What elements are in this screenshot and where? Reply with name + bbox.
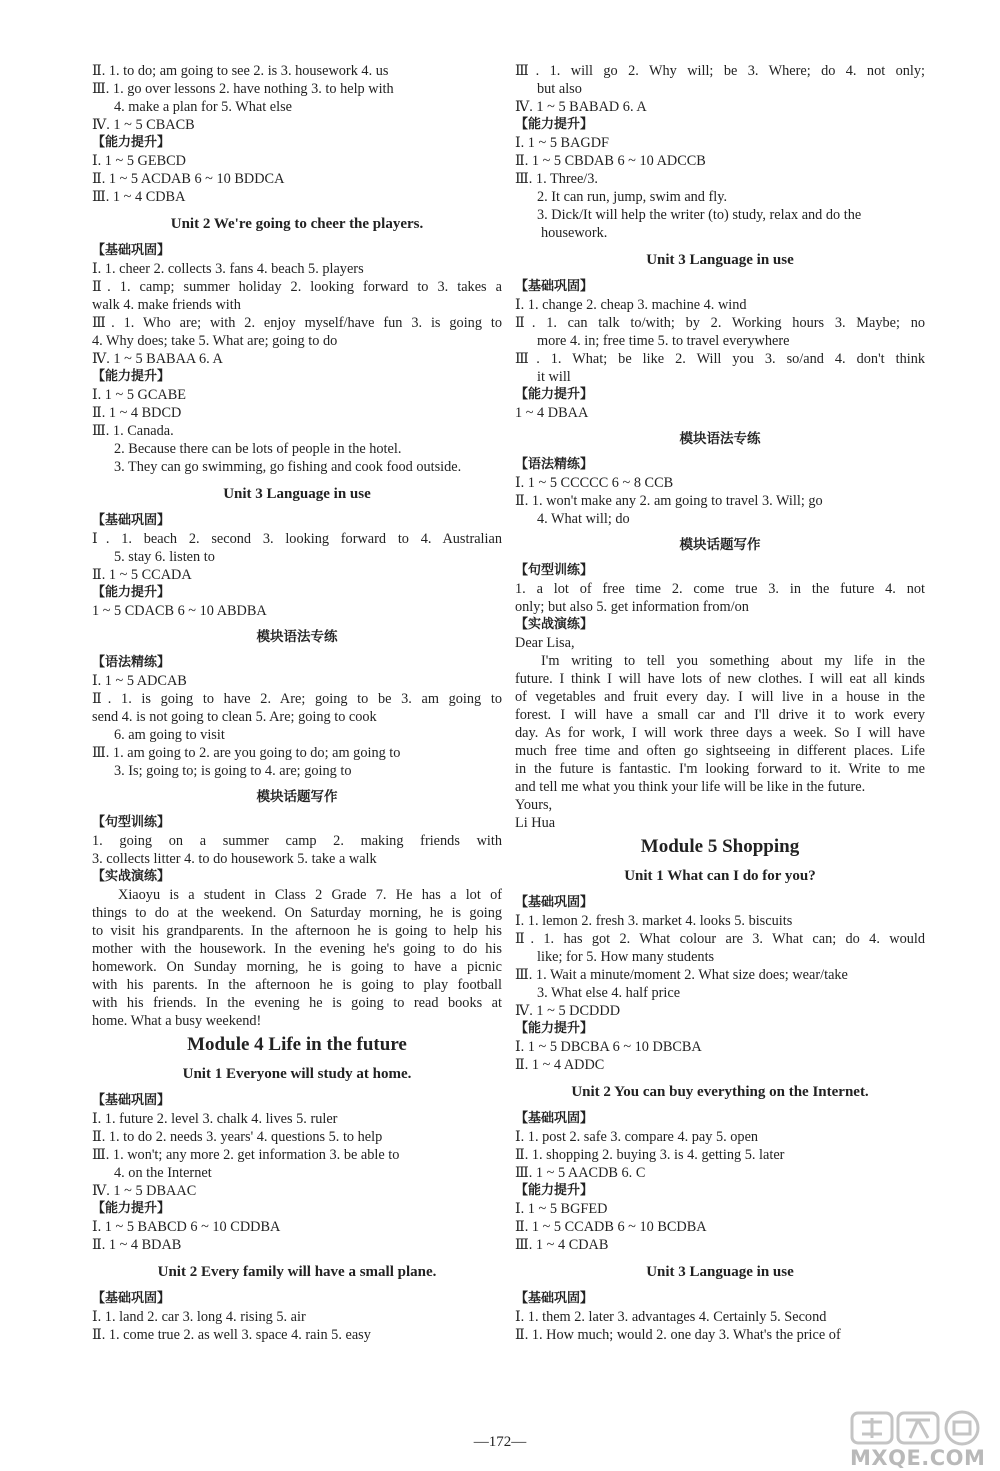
- section-heading: 模块话题写作: [256, 789, 338, 805]
- answer-line: Ⅰ. 1. post 2. safe 3. compare 4. pay 5. open: [515, 1129, 759, 1145]
- watermark-site-text: MXQE.COM: [850, 1446, 986, 1470]
- answer-line: more 4. in; free time 5. to travel everywhere: [537, 333, 790, 349]
- answer-line: walk 4. make friends with: [92, 297, 241, 313]
- answer-line: Ⅲ. 1 ~ 5 AACDB 6. C: [515, 1165, 646, 1181]
- module-heading: Module 5 Shopping: [640, 836, 800, 857]
- answer-line: homework. On Sunday morning, he is going to have a picnic: [92, 959, 502, 975]
- answer-line: Ⅱ. 1 ~ 5 ACDAB 6 ~ 10 BDDCA: [92, 171, 285, 187]
- left-column: [92, 62, 502, 1344]
- answer-line: 1. going on a summer camp 2. making friends with: [92, 833, 502, 849]
- section-label: 【能力提升】: [515, 1021, 594, 1036]
- answer-line: Ⅱ. 1 ~ 4 BDAB: [92, 1237, 182, 1253]
- section-label: 【能力提升】: [515, 117, 594, 132]
- answer-line: Yours,: [515, 797, 553, 813]
- answer-line: Ⅲ. 1. go over lessons 2. have nothing 3. to help with: [92, 81, 394, 97]
- answer-line: much free time and often go sightseeing in different places. Life: [515, 743, 925, 759]
- answer-line: with his parents. In the afternoon he is going to play football: [92, 977, 502, 993]
- answer-line: Ⅰ. 1. lemon 2. fresh 3. market 4. looks 5. biscuits: [515, 913, 793, 929]
- paragraph-line: Xiaoyu is a student in Class 2 Grade 7. He has a lot of: [118, 887, 502, 903]
- answer-line: 2. Because there can be lots of people in the hotel.: [114, 441, 402, 457]
- answer-line: Ⅰ. 1 ~ 5 DBCBA 6 ~ 10 DBCBA: [515, 1039, 702, 1055]
- answer-line: in the future is fantastic. I'm looking forward to it. Write to me: [515, 761, 925, 777]
- answer-line: Ⅱ. 1. to do; am going to see 2. is 3. housework 4. us: [92, 63, 389, 79]
- answer-line: future. I think I will have lots of new clothes. I will eat all kinds: [515, 671, 925, 687]
- unit-heading: Unit 1 What can I do for you?: [624, 868, 816, 884]
- section-heading: 模块话题写作: [679, 537, 761, 553]
- page-number: —172—: [473, 1434, 527, 1450]
- answer-line: Ⅱ. 1. How much; would 2. one day 3. What's the price of: [515, 1327, 841, 1343]
- answer-line: 2. It can run, jump, swim and fly.: [537, 189, 728, 205]
- answer-line: like; for 5. How many students: [537, 949, 715, 965]
- section-heading: 模块语法专练: [256, 629, 338, 645]
- answer-line: Ⅱ. 1. camp; summer holiday 2. looking forward to 3. takes a: [92, 279, 502, 295]
- answer-line: with his friends. In the evening he is going to read books at: [92, 995, 502, 1011]
- answer-line: Ⅲ. 1 ~ 4 CDAB: [515, 1237, 609, 1253]
- answer-line: housework.: [541, 225, 608, 241]
- section-label: 【基础巩固】: [515, 1291, 594, 1306]
- answer-line: Ⅲ. 1. Three/3.: [515, 171, 599, 187]
- answer-line: Ⅲ. 1. Canada.: [92, 423, 174, 439]
- section-label: 【基础巩固】: [515, 895, 594, 910]
- answer-line: Ⅲ. 1. will go 2. Why will; be 3. Where; do 4. not only;: [515, 63, 925, 79]
- answer-line: Ⅰ. 1. them 2. later 3. advantages 4. Certainly 5. Second: [515, 1309, 827, 1325]
- answer-line: Ⅰ. 1. land 2. car 3. long 4. rising 5. air: [92, 1309, 306, 1325]
- section-label: 【基础巩固】: [92, 1291, 171, 1306]
- answer-line: 6. am going to visit: [114, 727, 225, 743]
- watermark: [838, 1410, 990, 1468]
- answer-line: Ⅲ. 1. Who are; with 2. enjoy myself/have fun 3. is going to: [92, 315, 502, 331]
- answer-line: Ⅲ. 1 ~ 4 CDBA: [92, 189, 186, 205]
- unit-heading: Unit 2 Every family will have a small plane.: [157, 1264, 437, 1280]
- answer-line: but also: [537, 81, 582, 97]
- answer-line: only; but also 5. get information from/on: [515, 599, 749, 615]
- answer-line: mother with the housework. In the evening he's going to do his: [92, 941, 502, 957]
- answer-line: forest. I will have a small car and I'll drive it to work every: [515, 707, 925, 723]
- section-label: 【能力提升】: [92, 135, 171, 150]
- answer-line: 1. a lot of free time 2. come true 3. in the future 4. not: [515, 581, 925, 597]
- answer-line: Ⅱ. 1 ~ 5 CCADB 6 ~ 10 BCDBA: [515, 1219, 707, 1235]
- answer-line: Ⅱ. 1. can talk to/with; by 2. Working hours 3. Maybe; no: [515, 315, 925, 331]
- section-label: 【能力提升】: [92, 369, 171, 384]
- section-label: 【语法精练】: [92, 655, 171, 670]
- unit-heading: Unit 3 Language in use: [223, 486, 371, 502]
- section-label: 【基础巩固】: [92, 1093, 171, 1108]
- answer-line: 4. on the Internet: [114, 1165, 212, 1181]
- section-label: 【句型训练】: [92, 815, 171, 830]
- answer-line: Ⅱ. 1 ~ 5 CBDAB 6 ~ 10 ADCCB: [515, 153, 706, 169]
- answer-line: Dear Lisa,: [515, 635, 575, 651]
- answer-line: send 4. is not going to clean 5. Are; going to cook: [92, 709, 377, 725]
- answer-line: things to do at the weekend. On Saturday morning, he is going: [92, 905, 502, 921]
- answer-line: Ⅳ. 1 ~ 5 BABAD 6. A: [515, 99, 647, 115]
- answer-line: Ⅰ. 1. change 2. cheap 3. machine 4. wind: [515, 297, 747, 313]
- answer-line: 4. Why does; take 5. What are; going to do: [92, 333, 338, 349]
- answer-line: day. As for work, I will work three days a week. So I will have: [515, 725, 925, 741]
- answer-line: Ⅳ. 1 ~ 5 CBACB: [92, 117, 195, 133]
- unit-heading: Unit 3 Language in use: [646, 252, 794, 268]
- section-label: 【能力提升】: [92, 585, 171, 600]
- answer-line: Ⅲ. 1. won't; any more 2. get information 3. be able to: [92, 1147, 400, 1163]
- answer-line: Ⅰ. 1. future 2. level 3. chalk 4. lives 5. ruler: [92, 1111, 338, 1127]
- answer-line: Ⅳ. 1 ~ 5 DCDDD: [515, 1003, 621, 1019]
- section-label: 【基础巩固】: [515, 1111, 594, 1126]
- unit-heading: Unit 2 You can buy everything on the Internet.: [571, 1084, 869, 1100]
- section-label: 【基础巩固】: [515, 279, 594, 294]
- answer-line: Ⅱ. 1. has got 2. What colour are 3. What can; do 4. would: [515, 931, 925, 947]
- answer-line: Ⅰ. 1 ~ 5 BABCD 6 ~ 10 CDDBA: [92, 1219, 281, 1235]
- answer-line: 1 ~ 4 DBAA: [515, 405, 589, 421]
- answer-line: 3. What else 4. half price: [537, 985, 681, 1001]
- answer-line: Ⅳ. 1 ~ 5 DBAAC: [92, 1183, 197, 1199]
- paragraph-line: I'm writing to tell you something about my life in the: [541, 653, 925, 669]
- answer-line: Ⅱ. 1. shopping 2. buying 3. is 4. getting 5. later: [515, 1147, 785, 1163]
- answer-line: Ⅲ. 1. Wait a minute/moment 2. What size does; wear/take: [515, 967, 848, 983]
- answer-line: Ⅱ. 1. come true 2. as well 3. space 4. rain 5. easy: [92, 1327, 371, 1343]
- section-label: 【语法精练】: [515, 457, 594, 472]
- answer-line: Ⅰ. 1 ~ 5 BAGDF: [515, 135, 610, 151]
- answer-line: 1 ~ 5 CDACB 6 ~ 10 ABDBA: [92, 603, 267, 619]
- answer-line: Ⅰ. 1 ~ 5 CCCCC 6 ~ 8 CCB: [515, 475, 674, 491]
- unit-heading: Unit 2 We're going to cheer the players.: [170, 216, 424, 232]
- section-label: 【能力提升】: [515, 1183, 594, 1198]
- right-column: [515, 62, 925, 1344]
- answer-line: 4. make a plan for 5. What else: [114, 99, 292, 115]
- answer-line: Ⅱ. 1. is going to have 2. Are; going to be 3. am going to: [92, 691, 502, 707]
- section-heading: 模块语法专练: [679, 431, 761, 447]
- answer-line: Ⅱ. 1 ~ 4 ADDC: [515, 1057, 605, 1073]
- module-heading: Module 4 Life in the future: [187, 1034, 407, 1055]
- section-label: 【基础巩固】: [92, 243, 171, 258]
- answer-line: 3. Is; going to; is going to 4. are; going to: [114, 763, 352, 779]
- answer-line: 5. stay 6. listen to: [114, 549, 215, 565]
- answer-line: 3. They can go swimming, go fishing and cook food outside.: [114, 459, 462, 475]
- answer-line: Ⅱ. 1 ~ 5 CCADA: [92, 567, 192, 583]
- section-label: 【实战演练】: [92, 869, 171, 884]
- answer-line: Li Hua: [515, 815, 556, 831]
- section-label: 【基础巩固】: [92, 513, 171, 528]
- answer-line: Ⅰ. 1 ~ 5 GEBCD: [92, 153, 187, 169]
- answer-line: Ⅰ. 1. cheer 2. collects 3. fans 4. beach 5. players: [92, 261, 364, 277]
- section-label: 【能力提升】: [515, 387, 594, 402]
- answer-line: Ⅱ. 1 ~ 4 BDCD: [92, 405, 182, 421]
- unit-heading: Unit 1 Everyone will study at home.: [182, 1066, 412, 1082]
- answer-line: home. What a busy weekend!: [92, 1013, 262, 1029]
- section-label: 【能力提升】: [92, 1201, 171, 1216]
- answer-line: Ⅲ. 1. What; be like 2. Will you 3. so/and 4. don't think: [515, 351, 925, 367]
- section-label: 【实战演练】: [515, 617, 594, 632]
- answer-line: Ⅰ. 1 ~ 5 GCABE: [92, 387, 187, 403]
- answer-line: Ⅳ. 1 ~ 5 BABAA 6. A: [92, 351, 223, 367]
- answer-line: to visit his grandparents. In the afternoon he is going to help his: [92, 923, 502, 939]
- answer-line: Ⅱ. 1. won't make any 2. am going to travel 3. Will; go: [515, 493, 823, 509]
- answer-line: Ⅰ. 1. beach 2. second 3. looking forward to 4. Australian: [92, 531, 502, 547]
- watermark-logo-icon: [850, 1410, 986, 1446]
- section-label: 【句型训练】: [515, 563, 594, 578]
- answer-line: 3. collects litter 4. to do housework 5. take a walk: [92, 851, 377, 867]
- answer-line: Ⅰ. 1 ~ 5 BGFED: [515, 1201, 608, 1217]
- answer-line: it will: [537, 369, 571, 385]
- answer-line: 3. Dick/It will help the writer (to) study, relax and do the: [537, 207, 862, 223]
- answer-line: and tell me what you think your life will be like in the future.: [515, 779, 866, 795]
- answer-line: Ⅲ. 1. am going to 2. are you going to do; am going to: [92, 745, 401, 761]
- answer-line: of vegetables and fruit every day. I will live in a house in the: [515, 689, 925, 705]
- answer-line: Ⅱ. 1. to do 2. needs 3. years' 4. questions 5. to help: [92, 1129, 383, 1145]
- answer-line: 4. What will; do: [537, 511, 630, 527]
- unit-heading: Unit 3 Language in use: [646, 1264, 794, 1280]
- answer-line: Ⅰ. 1 ~ 5 ADCAB: [92, 673, 187, 689]
